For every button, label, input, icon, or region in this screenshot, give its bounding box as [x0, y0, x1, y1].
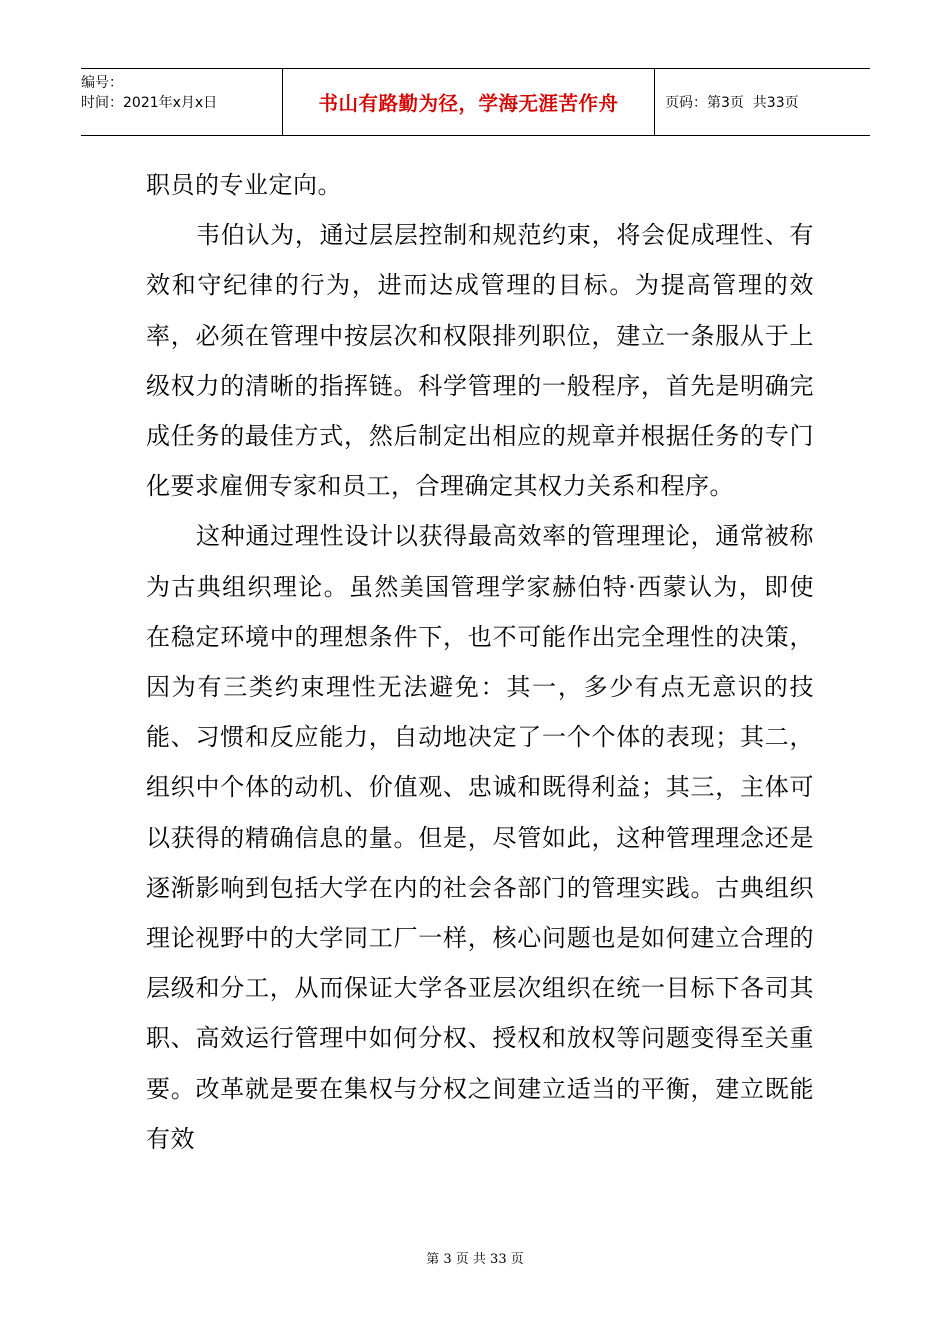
document-number-label: 编号： — [81, 75, 123, 91]
page-footer: 第 3 页 共 33 页 — [426, 1252, 524, 1267]
header-motto: 书山有路勤为径，学海无涯苦作舟 — [318, 92, 619, 115]
paragraph-continuation: 职员的专业定向。 — [146, 171, 342, 199]
paragraph-weber: 韦伯认为，通过层层控制和规范约束，将会促成理性、有效和守纪律的行为，进而达成管理的目标。为提高管理的效率，必须在管理中按层次和权限排列职位，建立一条服从于上级权力的清晰的指挥链。科学管理的一般程序，首先是明确完成任务的最佳方式，然后制定出相应的规章并根据任务的专门化要求雇佣专家和员工，合理确定其权力关系和程序。 — [146, 221, 814, 501]
paragraph-classical-theory: 这种通过理性设计以获得最高效率的管理理论，通常被称为古典组织理论。虽然美国管理学家赫伯特·西蒙认为，即使在稳定环境中的理想条件下，也不可能作出完全理性的决策，因为有三类约束理性无法避免：其一，多少有点无意识的技能、习惯和反应能力，自动地决定了一个个体的表现；其二，组织中个体的动机、价值观、忠诚和既得利益；其三，主体可以获得的精确信息的量。但是，尽管如此，这种管理理念还是逐渐影响到包括大学在内的社会各部门的管理实践。古典组织理论视野中的大学同工厂一样，核心问题也是如何建立合理的层级和分工，从而保证大学各亚层次组织在统一目标下各司其职、高效运行管理中如何分权、授权和放权等问题变得至关重要。改革就是要在集权与分权之间建立适当的平衡，建立既能有效 — [146, 522, 814, 1153]
header-meta-cell — [81, 69, 283, 135]
document-time-label: 时间：2021年x月x日 — [81, 95, 218, 111]
header-motto-cell — [283, 69, 655, 135]
header-page-cell — [655, 69, 870, 135]
page-header — [81, 68, 870, 136]
document-body — [146, 160, 814, 1164]
header-page-info: 页码：第3页 共33页 — [665, 95, 799, 111]
